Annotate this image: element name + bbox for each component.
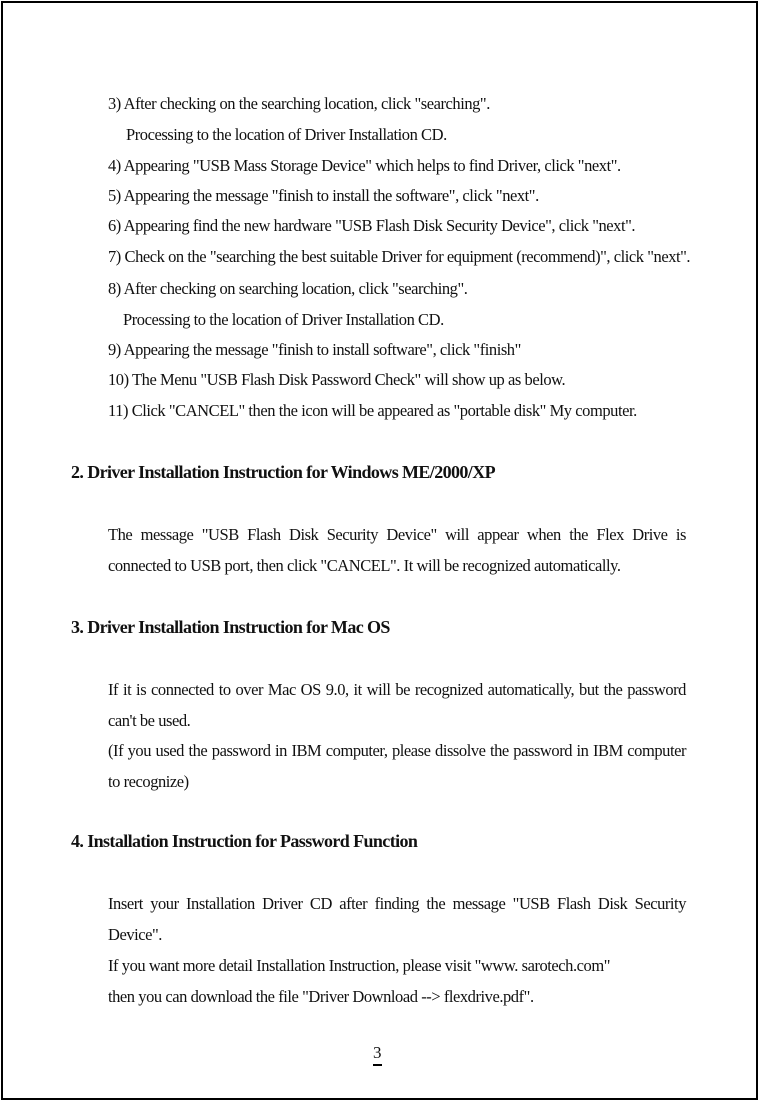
step-9: 9) Appearing the message "finish to install software", click "finish" <box>108 340 521 359</box>
section-windows-paragraph: The message "USB Flash Disk Security Device" will appear when the Flex Drive is connected to USB port, then click "CANCEL". It will be recognized automatically. <box>108 525 686 575</box>
section-password-paragraph-2: If you want more detail Installation Instruction, please visit "www. sarotech.com" <box>108 956 610 975</box>
step-3-note: Processing to the location of Driver Installation CD. <box>126 125 447 144</box>
step-10: 10) The Menu "USB Flash Disk Password Check" will show up as below. <box>108 370 566 389</box>
step-3: 3) After checking on the searching location, click "searching". <box>108 94 490 113</box>
section-mac-paragraph-2: (If you used the password in IBM computer, please dissolve the password in IBM computer to recognize) <box>108 741 686 791</box>
step-8-note: Processing to the location of Driver Installation CD. <box>123 310 444 329</box>
section-heading-password: 4. Installation Instruction for Password Function <box>71 831 418 851</box>
step-5: 5) Appearing the message "finish to install the software", click "next". <box>108 186 539 205</box>
step-4: 4) Appearing "USB Mass Storage Device" which helps to find Driver, click "next". <box>108 156 621 175</box>
section-heading-mac: 3. Driver Installation Instruction for Mac OS <box>71 617 390 637</box>
section-mac-paragraph-1: If it is connected to over Mac OS 9.0, it will be recognized automatically, but the password can't be used. <box>108 680 686 730</box>
step-8: 8) After checking on searching location, click "searching". <box>108 279 468 298</box>
step-11: 11) Click "CANCEL" then the icon will be appeared as "portable disk" My computer. <box>108 401 637 420</box>
section-password-paragraph-3: then you can download the file "Driver Download --> flexdrive.pdf". <box>108 987 534 1006</box>
section-password-paragraph-1: Insert your Installation Driver CD after finding the message "USB Flash Disk Security Device". <box>108 894 686 944</box>
step-6: 6) Appearing find the new hardware "USB Flash Disk Security Device", click "next". <box>108 216 636 235</box>
page-number: 3 <box>373 1043 382 1066</box>
section-heading-windows: 2. Driver Installation Instruction for Windows ME/2000/XP <box>71 462 496 482</box>
step-7: 7) Check on the "searching the best suitable Driver for equipment (recommend)", click "next". <box>108 247 691 266</box>
